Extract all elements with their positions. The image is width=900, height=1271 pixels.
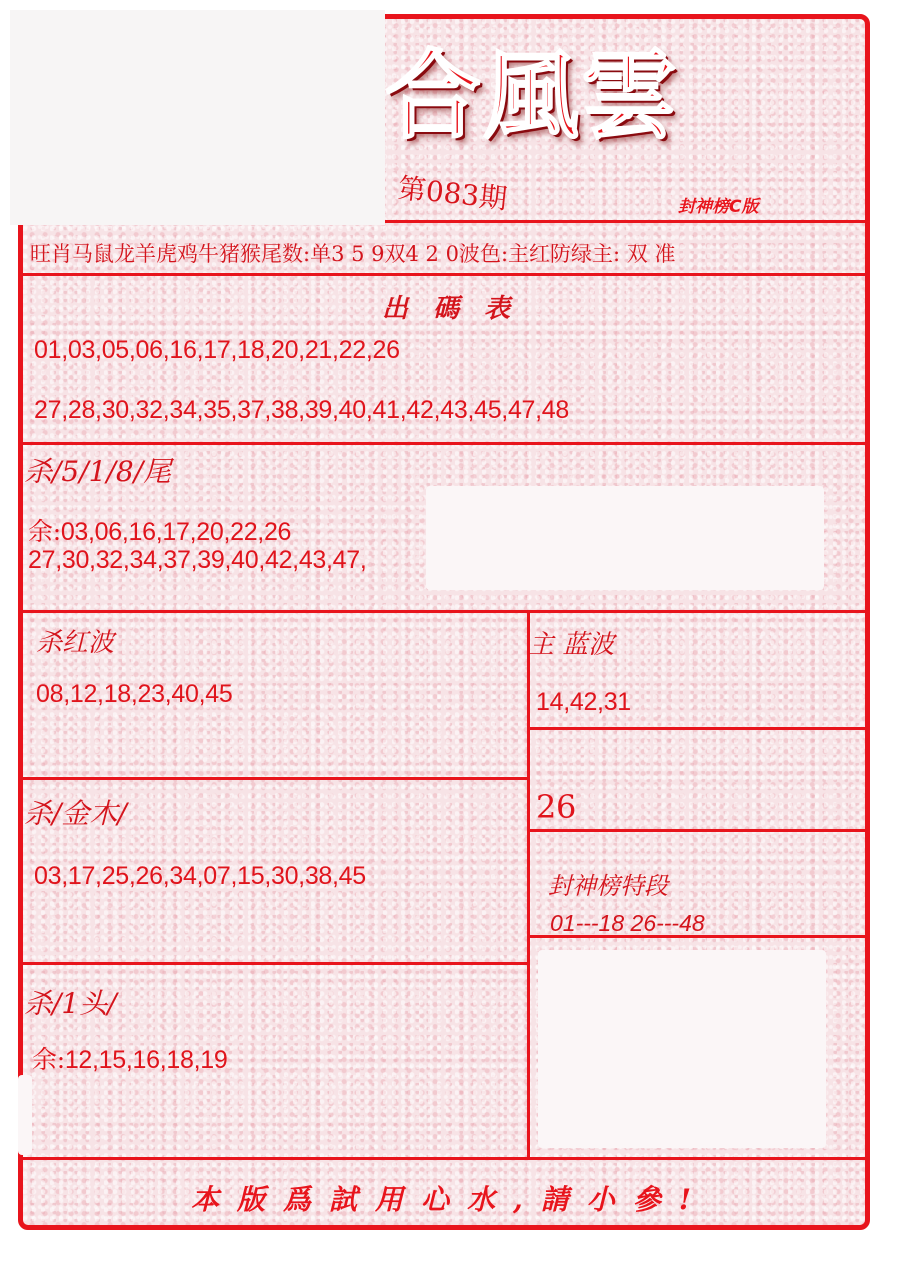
footer-note: 本版爲試用心水,請小參!: [190, 1183, 710, 1216]
divider-right-2: [528, 829, 870, 832]
info-line: 旺肖马鼠龙羊虎鸡牛猪猴尾数:单3 5 9双4 2 0波色:主红防绿主: 双 准: [30, 242, 676, 266]
divider-kill-tail: [18, 610, 870, 613]
kill-tail-title: 杀/5/1/8/尾: [24, 455, 172, 488]
divider-vertical: [527, 612, 530, 1157]
blank-area-left-edge: [18, 1075, 32, 1155]
kill-tail-line2: 27,30,32,34,37,39,40,42,43,47,: [28, 546, 367, 574]
kill-element-title: 杀/金木/: [24, 797, 127, 830]
kill-head-prefix: 余:: [32, 1045, 65, 1074]
kill-head-numbers: 12,15,16,18,19: [64, 1046, 228, 1074]
kill-tail-prefix: 余:: [28, 517, 61, 546]
main-blue-title: 主 蓝波: [528, 630, 615, 660]
kill-tail-line1: [28, 512, 291, 548]
blank-area-kill-tail: [426, 486, 824, 590]
logo-placeholder: [10, 10, 385, 225]
kill-red-numbers: 08,12,18,23,40,45: [36, 680, 233, 708]
chart-table-title: 出 碼 表: [381, 294, 519, 324]
chart-table-line1: 01,03,05,06,16,17,18,20,21,22,26: [34, 336, 400, 364]
divider-chart: [18, 442, 870, 445]
kill-red-title: 杀红波: [36, 628, 115, 658]
divider-left-2: [18, 962, 530, 965]
kill-head-line: [32, 1040, 227, 1076]
edition-label: 封神榜C版: [678, 197, 759, 217]
kill-tail-numbers: 03,06,16,17,20,22,26: [60, 518, 292, 546]
page-title: 合風雲: [385, 39, 679, 152]
kill-element-numbers: 03,17,25,26,34,07,15,30,38,45: [34, 862, 366, 890]
issue-number: 第083期: [396, 171, 509, 216]
chart-table-line2: 27,28,30,32,34,35,37,38,39,40,41,42,43,45,47,48: [34, 396, 570, 424]
main-blue-numbers: 14,42,31: [536, 688, 631, 716]
kill-head-title: 杀/1头/: [24, 987, 117, 1020]
blank-area-right: [538, 950, 826, 1148]
special-segment-range: 01---18 26---48: [550, 910, 705, 936]
special-segment-title: 封神榜特段: [548, 872, 668, 900]
divider-right-1: [528, 727, 870, 730]
divider-footer: [18, 1157, 870, 1160]
divider-left-1: [18, 777, 530, 780]
divider-info: [18, 273, 870, 276]
featured-number: 26: [536, 788, 577, 826]
